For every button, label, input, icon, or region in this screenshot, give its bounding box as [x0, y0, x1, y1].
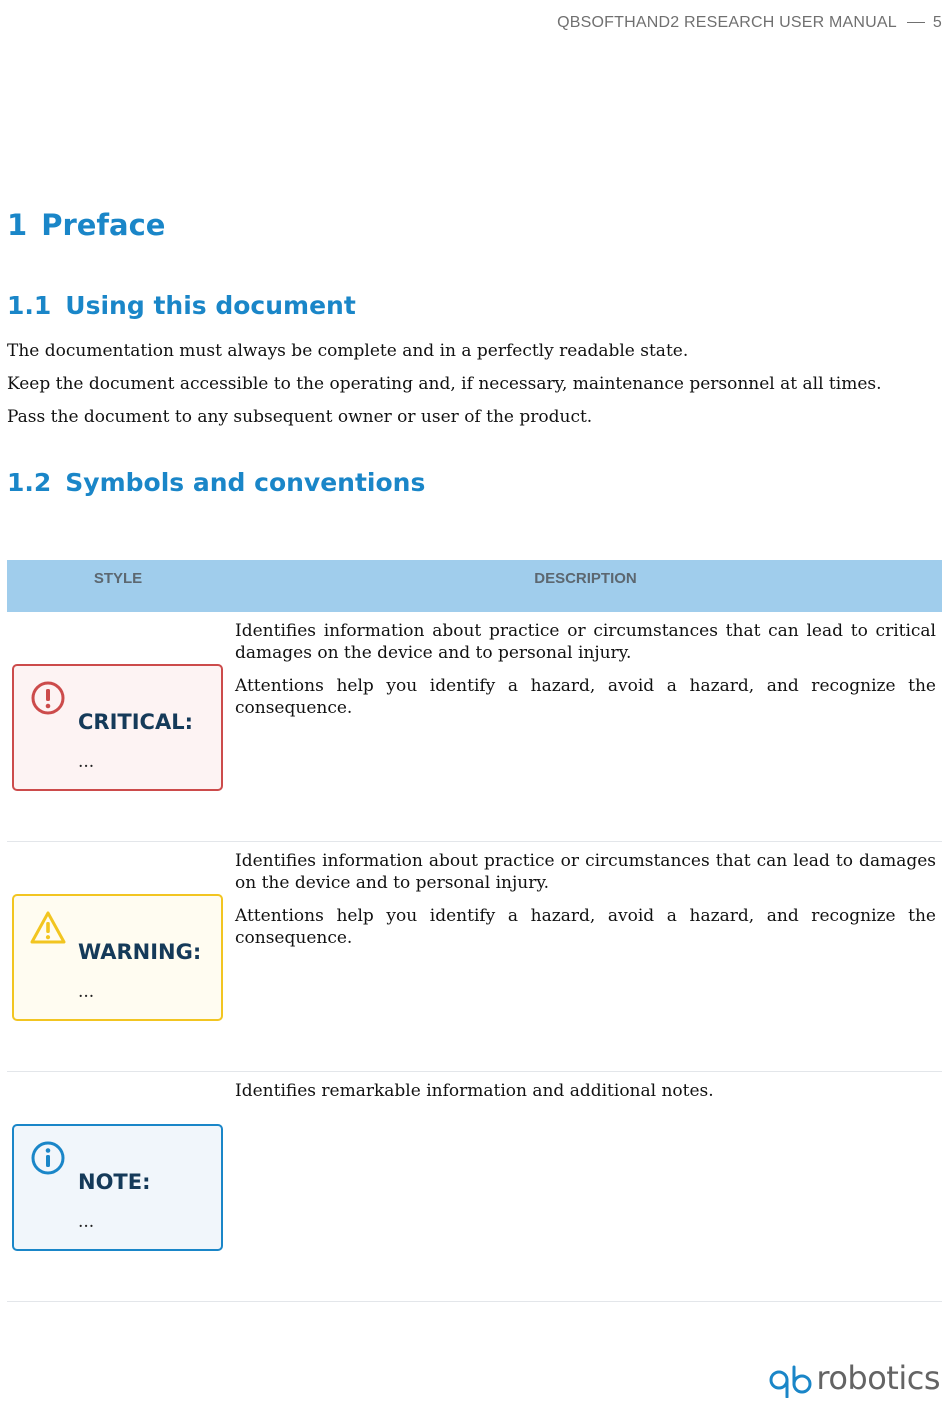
- section-title: Using this document: [65, 291, 356, 320]
- paragraph: The documentation must always be complete and in a perfectly readable state.: [7, 341, 689, 361]
- chapter-heading: [7, 208, 165, 242]
- header-dash: [907, 22, 925, 23]
- chapter-title: Preface: [41, 208, 166, 242]
- warning-callout-box: [12, 894, 223, 1021]
- section-title: Symbols and conventions: [65, 468, 426, 497]
- paragraph: Keep the document accessible to the operating and, if necessary, maintenance personnel at all times.: [7, 374, 882, 394]
- section-number: 1.2: [7, 468, 52, 497]
- paragraph: Pass the document to any subsequent owner or user of the product.: [7, 407, 593, 427]
- callout-label: NOTE:: [78, 1170, 151, 1194]
- section-number: 1.1: [7, 291, 52, 320]
- callout-placeholder: ...: [78, 752, 95, 772]
- critical-icon: [30, 680, 66, 716]
- description-paragraph: Identifies remarkable information and additional notes.: [235, 1081, 714, 1101]
- running-header: [557, 14, 942, 32]
- section-heading-1-2: [7, 468, 425, 497]
- table-row: [7, 612, 942, 842]
- critical-callout-box: [12, 664, 223, 791]
- qb-robotics-logo: [768, 1358, 940, 1398]
- callout-placeholder: ...: [78, 982, 95, 1002]
- description-paragraph: Identifies information about practice or circumstances that can lead to critical damages on the device and to personal injury.: [235, 621, 936, 663]
- logo-wordmark: robotics: [816, 1359, 940, 1397]
- column-header-description: DESCRIPTION: [534, 570, 637, 587]
- info-icon: [30, 1140, 66, 1176]
- column-header-style: STYLE: [93, 570, 143, 587]
- chapter-number: 1: [7, 208, 28, 242]
- table-row: [7, 1072, 942, 1302]
- row-description: [235, 1080, 936, 1113]
- description-paragraph: Attentions help you identify a hazard, avoid a hazard, and recognize the consequence.: [235, 676, 936, 718]
- table-row: [7, 842, 942, 1072]
- page-number: 5: [932, 14, 942, 31]
- callout-placeholder: ...: [78, 1212, 95, 1232]
- qb-logo-mark: [768, 1364, 814, 1398]
- symbols-table: [7, 560, 942, 1302]
- row-description: [235, 620, 936, 730]
- callout-label: CRITICAL:: [78, 710, 193, 734]
- callout-label: WARNING:: [78, 940, 202, 964]
- section-heading-1-1: [7, 291, 356, 320]
- description-paragraph: Identifies information about practice or circumstances that can lead to damages on the device and to personal injury.: [235, 851, 936, 893]
- running-title: QBSOFTHAND2 RESEARCH USER MANUAL: [557, 14, 897, 31]
- table-header: [7, 560, 942, 612]
- note-callout-box: [12, 1124, 223, 1251]
- warning-icon: [30, 910, 66, 946]
- description-paragraph: Attentions help you identify a hazard, avoid a hazard, and recognize the consequence.: [235, 906, 936, 948]
- row-description: [235, 850, 936, 960]
